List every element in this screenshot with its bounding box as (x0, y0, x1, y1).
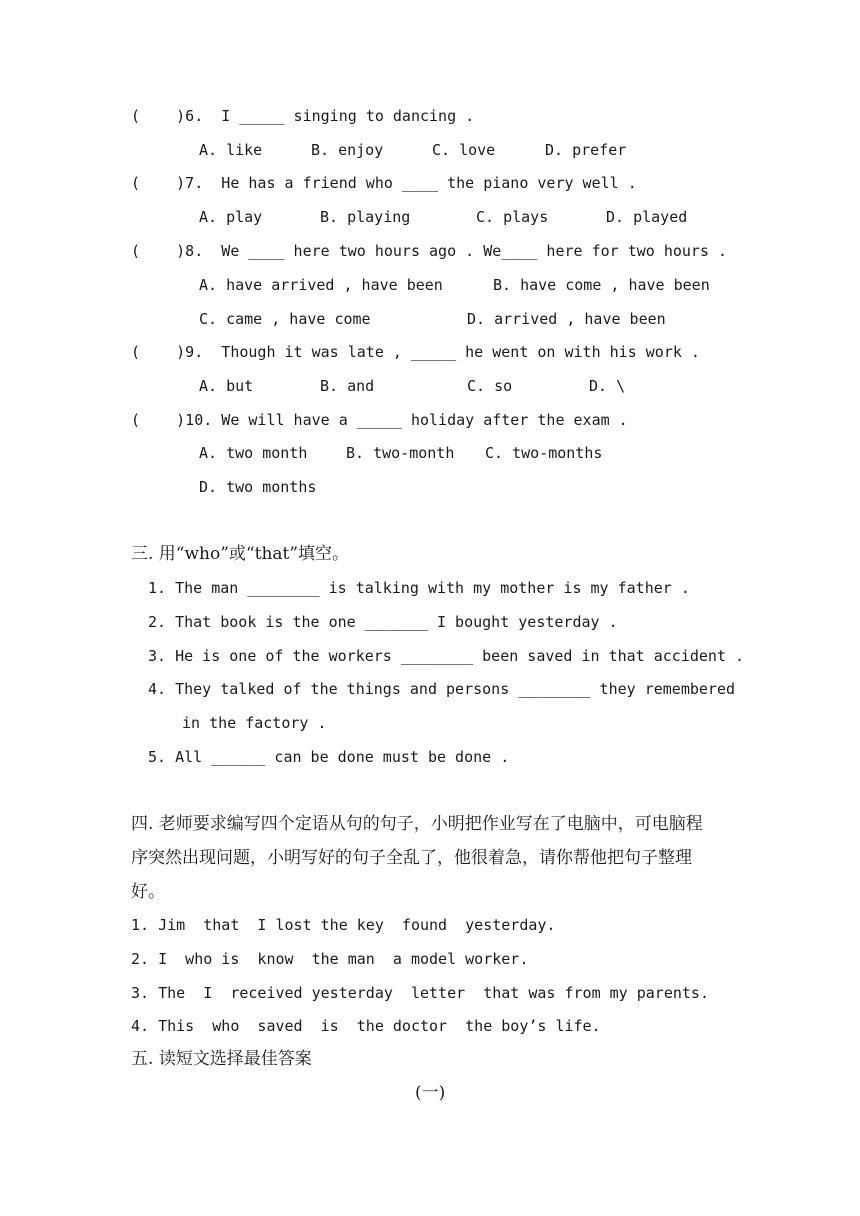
section-4-heading-line-2: 序突然出现问题，小明写好的句子全乱了，他很着急，请你帮他把句子整理 (131, 848, 692, 868)
question-10-stem: ( )10. We will have a _____ holiday after the exam . (131, 411, 628, 429)
question-6-option-a: A. like (199, 141, 263, 159)
question-7-stem: ( )7. He has a friend who ____ the piano very well . (131, 174, 637, 192)
passage-1-label: (一) (415, 1083, 446, 1103)
section-4-item-3: 3. The I received yesterday letter that was from my parents. (131, 984, 709, 1002)
question-9-option-b: B. and (320, 377, 375, 395)
question-6-option-d: D. prefer (545, 141, 627, 159)
section-3-item-5: 5. All ______ can be done must be done . (148, 748, 510, 766)
section-4-item-1: 1. Jim that I lost the key found yesterday. (131, 916, 556, 934)
question-8-option-c: C. came , have come (199, 310, 371, 328)
question-6-option-c: C. love (432, 141, 496, 159)
question-10-option-a: A. two month (199, 444, 308, 462)
question-9-option-c: C. so (467, 377, 513, 395)
question-7-option-d: D. played (606, 208, 688, 226)
section-3-item-1: 1. The man ________ is talking with my mother is my father . (148, 579, 690, 597)
section-3-item-3: 3. He is one of the workers ________ been saved in that accident . (148, 647, 745, 665)
question-9-option-d: D. \ (589, 377, 626, 395)
question-7-option-a: A. play (199, 208, 263, 226)
section-3-item-2: 2. That book is the one _______ I bought yesterday . (148, 613, 618, 631)
question-9-option-a: A. but (199, 377, 254, 395)
section-4-heading-line-1: 四. 老师要求编写四个定语从句的句子，小明把作业写在了电脑中，可电脑程 (131, 814, 703, 834)
question-10-option-b: B. two-month (346, 444, 455, 462)
section-3-heading: 三. 用“who”或“that”填空。 (131, 544, 350, 564)
question-7-option-c: C. plays (476, 208, 549, 226)
question-10-option-d: D. two months (199, 478, 317, 496)
question-8-option-a: A. have arrived , have been (199, 276, 443, 294)
question-8-option-d: D. arrived , have been (467, 310, 666, 328)
section-3-item-4: 4. They talked of the things and persons ________ they remembered (148, 680, 735, 698)
section-4-heading-line-3: 好。 (131, 882, 165, 902)
question-7-option-b: B. playing (320, 208, 411, 226)
section-4-item-4: 4. This who saved is the doctor the boy’s life. (131, 1017, 601, 1035)
question-6-option-b: B. enjoy (311, 141, 384, 159)
question-10-option-c: C. two-months (485, 444, 603, 462)
question-8-option-b: B. have come , have been (493, 276, 710, 294)
question-6-stem: ( )6. I _____ singing to dancing . (131, 107, 475, 125)
section-5-heading: 五. 读短文选择最佳答案 (131, 1049, 312, 1069)
section-4-item-2: 2. I who is know the man a model worker. (131, 950, 529, 968)
question-8-stem: ( )8. We ____ here two hours ago . We____ here for two hours . (131, 242, 728, 260)
question-9-stem: ( )9. Though it was late , _____ he went on with his work . (131, 343, 700, 361)
section-3-item-4-continued: in the factory . (182, 714, 327, 732)
